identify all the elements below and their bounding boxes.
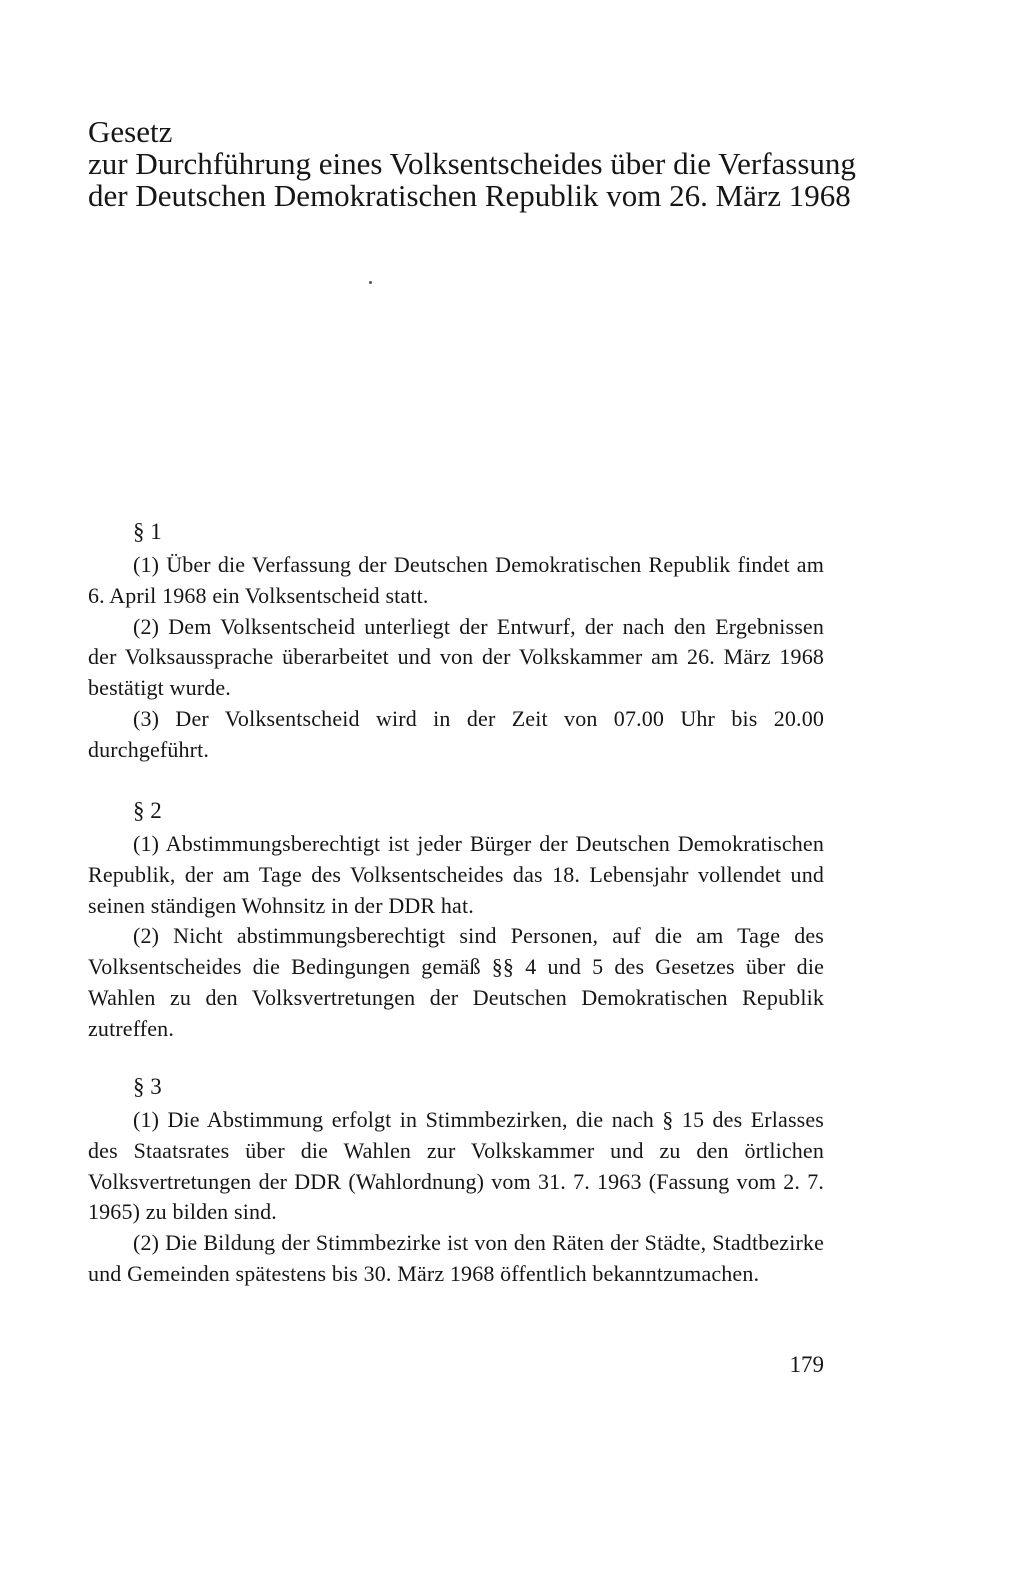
title-line-3: der Deutschen Demokratischen Republik vom 26. März 1968	[88, 178, 851, 213]
section-2	[88, 796, 824, 1045]
section-mark: § 1	[133, 519, 162, 544]
paragraph: (3) Der Volksentscheid wird in der Zeit von 07.00 Uhr bis 20.00 durchgeführt.	[88, 705, 824, 762]
paragraph: (1) Die Abstimmung erfolgt in Stimmbezirken, die nach § 15 des Erlasses des Staatsrates über die Wahlen zur Volkskammer und zu den örtlichen Volksvertretungen der DDR (Wahlordnung) vom 31. 7. 1963 (Fassung vom 2. 7. 1965) zu bilden sind.	[88, 1107, 824, 1225]
paragraph: (2) Die Bildung der Stimmbezirke ist von den Räten der Städte, Stadtbezirke und Gemeinden spätestens bis 30. März 1968 öffentlich bekanntzumachen.	[88, 1230, 824, 1286]
paragraph: (1) Abstimmungsberechtigt ist jeder Bürger der Deutschen Demokratischen Republik, der am Tage des Volksentscheides das 18. Lebensjahr vollendet und seinen ständigen Wohnsitz in der DDR hat.	[88, 831, 824, 918]
paragraph: (1) Über die Verfassung der Deutschen Demokratischen Republik findet am 6. April 1968 ein Volksentscheid statt.	[88, 552, 824, 608]
section-3	[88, 1072, 824, 1290]
page-number: 179	[789, 1352, 824, 1377]
law-title	[88, 114, 856, 213]
section-mark: § 2	[133, 798, 162, 823]
paragraph: (2) Nicht abstimmungsberechtigt sind Personen, auf die am Tage des Volksentscheides die Bedingungen gemäß §§ 4 und 5 des Gesetzes über die Wahlen zu den Volksvertretungen der Deutschen Demokratischen Republik zutreffen.	[88, 923, 824, 1041]
section-mark: § 3	[133, 1074, 162, 1099]
scan-speck	[369, 281, 372, 284]
title-line-2: zur Durchführung eines Volksentscheides über die Verfassung	[88, 146, 856, 181]
title-line-1: Gesetz	[88, 114, 173, 149]
section-1	[88, 517, 824, 766]
paragraph: (2) Dem Volksentscheid unterliegt der Entwurf, der nach den Ergebnissen der Volksaussprache überarbeitet und von der Volkskammer am 26. März 1968 bestätigt wurde.	[88, 613, 824, 701]
